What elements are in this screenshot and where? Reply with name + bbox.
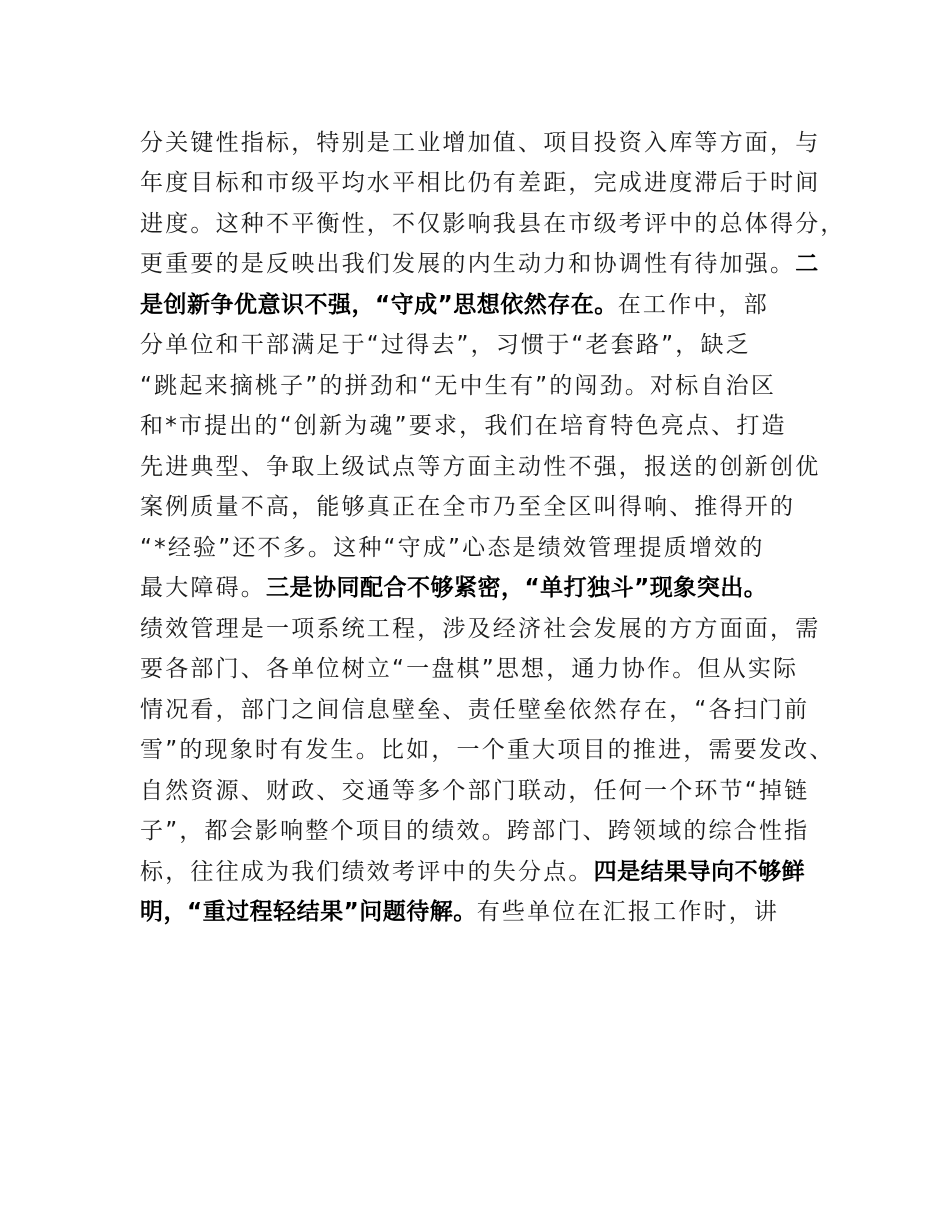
body-text: 有些单位在汇报工作时，讲 <box>476 899 780 925</box>
text-line <box>140 533 830 563</box>
body-text: “*经验”还不多。这种“守成”心态是绩效管理提质增效的 <box>140 535 765 561</box>
text-line <box>140 492 830 522</box>
bold-heading-text: 二 <box>795 251 819 277</box>
body-text: “跳起来摘桃子”的拼劲和“无中生有”的闯劲。对标自治区 <box>140 373 777 399</box>
text-line <box>140 897 830 927</box>
text-line <box>140 249 830 279</box>
text-line <box>140 735 835 765</box>
body-text: 在工作中，部 <box>617 292 769 318</box>
body-text: 年度目标和市级平均水平相比仍有差距，完成进度滞后于时间 <box>140 170 821 196</box>
bold-heading-text: 三是协同配合不够紧密，“单打独斗”现象突出。 <box>266 575 768 601</box>
text-line <box>140 371 830 401</box>
body-text: 分关键性指标，特别是工业增加值、项目投资入库等方面，与 <box>140 130 821 156</box>
body-text: 雪”的现象时有发生。比如，一个重大项目的推进，需要发改、 <box>140 737 835 763</box>
text-line <box>140 452 830 482</box>
body-text: 先进典型、争取上级试点等方面主动性不强，报送的创新创优 <box>140 454 821 480</box>
text-line <box>140 290 830 320</box>
body-text: 更重要的是反映出我们发展的内生动力和协调性有待加强。 <box>140 251 796 277</box>
text-line <box>140 411 830 441</box>
body-text: 子”，都会影响整个项目的绩效。跨部门、跨领域的综合性指 <box>140 818 810 844</box>
body-text: 自然资源、财政、交通等多个部门联动，任何一个环节“掉链 <box>140 778 810 804</box>
text-line <box>140 128 830 158</box>
bold-heading-text: 是创新争优意识不强，“守成”思想依然存在。 <box>140 292 618 318</box>
text-line <box>140 654 830 684</box>
text-line <box>140 776 830 806</box>
body-text: 标，往往成为我们绩效考评中的失分点。 <box>140 859 594 885</box>
body-text: 和*市提出的“创新为魂”要求，我们在培育特色亮点、打造 <box>140 413 787 439</box>
body-text: 案例质量不高，能够真正在全市乃至全区叫得响、推得开的 <box>140 494 796 520</box>
text-line <box>140 573 830 603</box>
text-line <box>140 857 830 887</box>
text-line <box>140 168 830 198</box>
body-text: 最大障碍。 <box>140 575 266 601</box>
body-text: 绩效管理是一项系统工程，涉及经济社会发展的方方面面，需 <box>140 616 821 642</box>
text-line <box>140 330 830 360</box>
bold-heading-text: 明，“重过程轻结果”问题待解。 <box>140 899 477 925</box>
text-line <box>140 816 830 846</box>
text-line <box>140 695 830 725</box>
text-line <box>140 614 830 644</box>
body-text: 情况看，部门之间信息壁垒、责任壁垒依然存在，“各扫门前 <box>140 697 810 723</box>
body-text: 要各部门、各单位树立“一盘棋”思想，通力协作。但从实际 <box>140 656 799 682</box>
body-text: 进度。这种不平衡性，不仅影响我县在市级考评中的总体得分， <box>140 211 846 237</box>
bold-heading-text: 四是结果导向不够鲜 <box>593 859 806 885</box>
text-line <box>140 209 846 239</box>
body-text: 分单位和干部满足于“过得去”，习惯于“老套路”，缺乏 <box>140 332 751 358</box>
